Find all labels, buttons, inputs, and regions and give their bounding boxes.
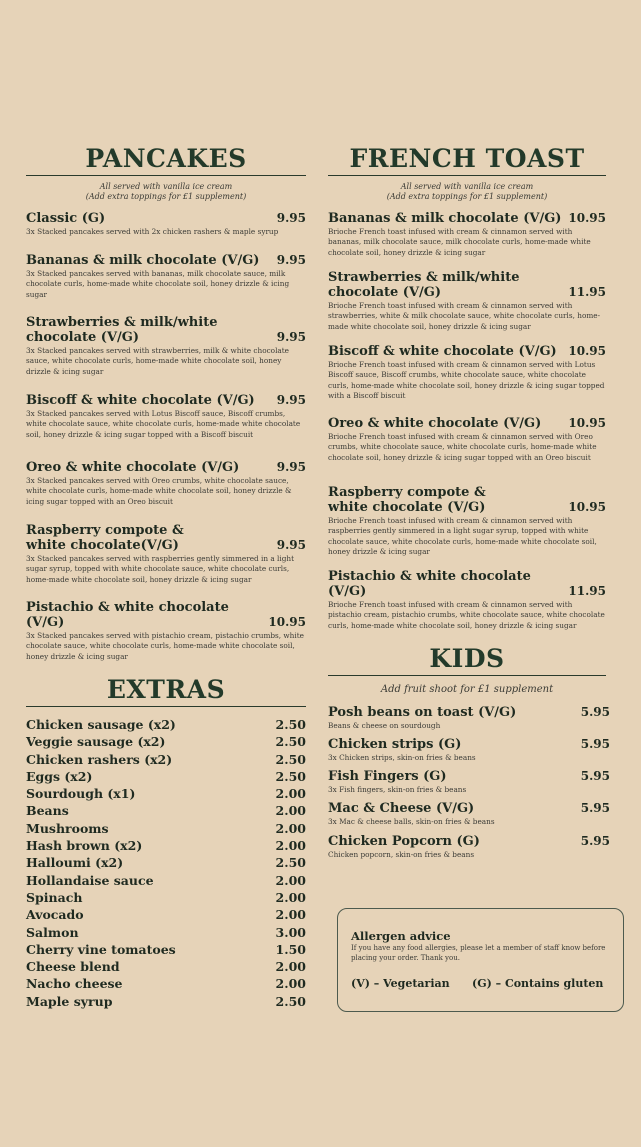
- extra-price: 2.00: [275, 872, 306, 888]
- item-name: Oreo & white chocolate (V/G): [26, 460, 240, 475]
- item-price: 11.95: [568, 285, 606, 299]
- menu-item: [26, 460, 306, 507]
- extra-item: [26, 924, 306, 941]
- extra-item: [26, 733, 306, 750]
- extra-name: Sourdough (x1): [26, 786, 136, 802]
- french-toast-title: FRENCH TOAST: [349, 144, 585, 173]
- item-price: 5.95: [580, 737, 610, 751]
- extra-name: Mushrooms: [26, 820, 109, 836]
- extra-name: Spinach: [26, 889, 83, 905]
- pancakes-subtitle-line-2: (Add extra toppings for £1 supplement): [85, 192, 247, 201]
- extra-item: [26, 820, 306, 837]
- menu-item: [328, 801, 610, 827]
- extra-item: [26, 872, 306, 889]
- menu-item: [328, 834, 610, 860]
- item-description: 3x Fish fingers, skin-on fries & beans: [328, 785, 467, 794]
- item-name: Chicken strips (G): [328, 737, 462, 752]
- extra-price: 2.00: [275, 838, 306, 854]
- kids-title: KIDS: [429, 644, 505, 673]
- item-description: Beans & cheese on sourdough: [328, 721, 441, 730]
- item-description: 3x Mac & cheese balls, skin-on fries & beans: [328, 817, 495, 826]
- item-description: Brioche French toast infused with cream & cinnamon served with Lotus Biscoff sauce, Biscoff crumbs, white chocolate sauce, white chocolate curls, home-made white chocolate soil, honey drizzle & icing sugar topped with a Biscoff biscuit: [328, 360, 605, 400]
- extra-name: Halloumi (x2): [26, 855, 124, 871]
- extra-name: Cheese blend: [26, 959, 120, 975]
- menu-item: [26, 393, 306, 440]
- item-description: Brioche French toast infused with cream & cinnamon served with Oreo crumbs, white chocolate sauce, white chocolate curls, home-made white chocolate soil, honey drizzle & icing sugar topped with an Oreo biscuit: [328, 432, 597, 462]
- extra-price: 3.00: [275, 924, 306, 940]
- item-name: chocolate (V/G): [328, 285, 442, 300]
- item-price: 9.95: [276, 393, 306, 407]
- extra-price: 2.50: [275, 734, 306, 750]
- item-name: Classic (G): [26, 211, 106, 226]
- extra-name: Chicken rashers (x2): [26, 751, 173, 767]
- item-name: Posh beans on toast (V/G): [328, 705, 517, 720]
- allergen-advice-box: [337, 908, 624, 1012]
- item-description: Brioche French toast infused with cream & cinnamon served with bananas, milk chocolate sauce, milk chocolate curls, home-made white chocolate soil, honey drizzle & icing sugar: [328, 227, 591, 257]
- extra-item: [26, 837, 306, 854]
- allergen-text: If you have any food allergies, please let a member of staff know before placing your order. Thank you.: [351, 944, 606, 962]
- item-description: 3x Stacked pancakes served with strawberries, milk & white chocolate sauce, white chocolate curls, home-made white chocolate soil, honey drizzle & icing sugar: [26, 346, 289, 376]
- item-price: 5.95: [580, 769, 610, 783]
- extra-price: 2.50: [275, 993, 306, 1009]
- item-description: 3x Stacked pancakes served with 2x chicken rashers & maple syrup: [26, 227, 279, 236]
- item-name: white chocolate (V/G): [328, 500, 486, 515]
- item-price: 9.95: [276, 330, 306, 344]
- extra-price: 2.50: [275, 717, 306, 732]
- extra-price: 2.00: [275, 889, 306, 905]
- item-description: 3x Stacked pancakes served with pistachio cream, pistachio crumbs, white chocolate sauce, white chocolate curls, home-made white chocolate soil, honey drizzle & icing sugar: [26, 631, 304, 661]
- allergen-title: Allergen advice: [351, 929, 451, 943]
- gluten-key: (G) – Contains gluten: [472, 977, 604, 990]
- item-price: 10.95: [268, 615, 306, 629]
- extra-price: 2.00: [275, 907, 306, 923]
- extra-name: Chicken sausage (x2): [26, 717, 176, 732]
- menu-item: [26, 253, 306, 300]
- item-description: Chicken popcorn, skin-on fries & beans: [328, 850, 475, 859]
- item-price: 9.95: [276, 253, 306, 267]
- vegetarian-key: (V) – Vegetarian: [351, 977, 450, 990]
- menu-item: [26, 600, 306, 662]
- extra-price: 2.00: [275, 820, 306, 836]
- extra-item: [26, 975, 306, 992]
- extra-item: [26, 854, 306, 871]
- extra-item: [26, 716, 306, 733]
- extra-name: Hollandaise sauce: [26, 872, 154, 888]
- menu-item: [26, 523, 306, 585]
- extra-item: [26, 751, 306, 768]
- extra-name: Avocado: [26, 907, 84, 923]
- extra-price: 2.50: [275, 768, 306, 784]
- menu-item: [26, 211, 306, 237]
- extra-price: 2.00: [275, 959, 306, 975]
- extra-name: Nacho cheese: [26, 976, 123, 992]
- item-name: Chicken Popcorn (G): [328, 834, 480, 849]
- extra-item: [26, 906, 306, 923]
- extra-price: 2.50: [275, 751, 306, 767]
- item-description: 3x Stacked pancakes served with bananas, milk chocolate sauce, milk chocolate curls, home-made white chocolate soil, honey drizzle & icing sugar: [26, 269, 290, 299]
- extra-item: [26, 889, 306, 906]
- item-name: Strawberries & milk/white: [328, 270, 520, 285]
- item-description: Brioche French toast infused with cream & cinnamon served with pistachio cream, pistachio crumbs, white chocolate sauce, white chocolate curls, home-made white chocolate soil, honey drizzle & icing sugar: [328, 600, 605, 630]
- extra-name: Veggie sausage (x2): [26, 734, 166, 750]
- item-name: Strawberries & milk/white: [26, 315, 218, 330]
- item-price: 9.95: [276, 211, 306, 225]
- item-price: 9.95: [276, 538, 306, 552]
- item-price: 9.95: [276, 460, 306, 474]
- item-price: 10.95: [568, 344, 606, 358]
- item-price: 10.95: [568, 500, 606, 514]
- item-name: Pistachio & white chocolate (V/G): [328, 569, 531, 599]
- extra-name: Beans: [26, 803, 69, 819]
- item-name: white chocolate(V/G): [26, 538, 179, 553]
- menu-item: [328, 737, 610, 763]
- extra-item: [26, 958, 306, 975]
- item-name: Biscoff & white chocolate (V/G): [26, 393, 255, 408]
- extras-divider: [26, 706, 306, 707]
- extra-price: 2.00: [275, 786, 306, 802]
- menu-item: [26, 315, 306, 377]
- extra-name: Salmon: [26, 924, 79, 940]
- french-toast-subtitle-line-1: All served with vanilla ice cream: [400, 182, 534, 191]
- item-name: Pistachio & white chocolate (V/G): [26, 600, 229, 630]
- item-price: 10.95: [568, 416, 606, 430]
- item-description: 3x Stacked pancakes served with Oreo crumbs, white chocolate sauce, white chocolate curls, home-made white chocolate soil, honey drizzle & icing sugar topped with an Oreo biscuit: [26, 476, 292, 506]
- item-name: Raspberry compote &: [26, 523, 184, 538]
- pancakes-title: PANCAKES: [85, 144, 247, 173]
- extra-item: [26, 802, 306, 819]
- extra-name: Maple syrup: [26, 993, 113, 1009]
- item-name: Raspberry compote &: [328, 485, 486, 500]
- extra-name: Eggs (x2): [26, 768, 93, 784]
- extra-item: [26, 941, 306, 958]
- item-name: Fish Fingers (G): [328, 769, 447, 784]
- extra-item: [26, 768, 306, 785]
- item-name: Mac & Cheese (V/G): [328, 801, 475, 816]
- extra-name: Hash brown (x2): [26, 838, 143, 854]
- item-name: Biscoff & white chocolate (V/G): [328, 344, 557, 359]
- pancakes-subtitle-line-1: All served with vanilla ice cream: [99, 182, 233, 191]
- extra-price: 2.00: [275, 976, 306, 992]
- item-description: Brioche French toast infused with cream & cinnamon served with raspberries gently simmered in a light sugar syrup, topped with white chocolate sauce, white chocolate curls, home-made white chocolate soil, honey drizzle & icing sugar: [328, 516, 597, 556]
- kids-subtitle: Add fruit shoot for £1 supplement: [380, 684, 554, 695]
- item-price: 5.95: [580, 834, 610, 848]
- extra-price: 2.00: [275, 803, 306, 819]
- french-toast-subtitle-line-2: (Add extra toppings for £1 supplement): [386, 192, 548, 201]
- extras-title: EXTRAS: [106, 675, 226, 704]
- extra-item: [26, 785, 306, 802]
- item-name: Oreo & white chocolate (V/G): [328, 416, 542, 431]
- item-description: 3x Stacked pancakes served with Lotus Biscoff sauce, Biscoff crumbs, white chocolate sauce, white chocolate curls, home-made white chocolate soil, honey drizzle & icing sugar topped with a Biscoff biscuit: [26, 409, 301, 439]
- item-name: Bananas & milk chocolate (V/G): [328, 211, 562, 226]
- extra-price: 2.50: [275, 855, 306, 871]
- item-name: chocolate (V/G): [26, 330, 140, 345]
- extra-price: 1.50: [275, 941, 306, 957]
- item-description: 3x Stacked pancakes served with raspberries gently simmered in a light sugar syrup, topped with white chocolate sauce, white chocolate curls, home-made white chocolate soil, honey drizzle & icing sugar: [26, 554, 295, 584]
- item-price: 11.95: [568, 584, 606, 598]
- menu-item: [328, 705, 610, 731]
- extras-list: [26, 716, 306, 1010]
- item-name: Bananas & milk chocolate (V/G): [26, 253, 260, 268]
- item-price: 5.95: [580, 801, 610, 815]
- item-price: 5.95: [580, 705, 610, 719]
- item-price: 10.95: [568, 211, 606, 225]
- extra-item: [26, 993, 306, 1010]
- extras-section: [26, 676, 306, 1010]
- extra-name: Cherry vine tomatoes: [26, 941, 176, 957]
- item-description: Brioche French toast infused with cream & cinnamon served with strawberries, white & milk chocolate sauce, white chocolate curls, home-made white chocolate soil, honey drizzle & icing sugar: [328, 301, 601, 331]
- item-description: 3x Chicken strips, skin-on fries & beans: [328, 753, 476, 762]
- menu-item: [328, 769, 610, 795]
